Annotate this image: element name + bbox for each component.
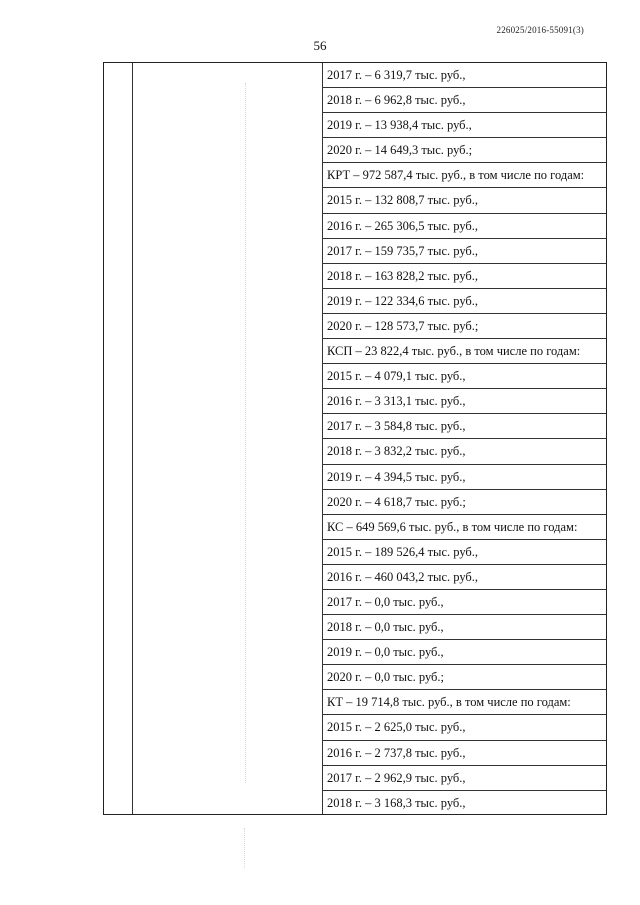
table-row: 2017 г. – 0,0 тыс. руб., (322, 590, 606, 615)
table-row: 2019 г. – 0,0 тыс. руб., (322, 640, 606, 665)
table-row: 2015 г. – 132 808,7 тыс. руб., (322, 188, 606, 213)
table-row: 2016 г. – 265 306,5 тыс. руб., (322, 214, 606, 239)
scan-artifact-line (245, 83, 246, 783)
table-row: 2020 г. – 0,0 тыс. руб.; (322, 665, 606, 690)
table-row: 2020 г. – 4 618,7 тыс. руб.; (322, 490, 606, 515)
table-row: 2015 г. – 189 526,4 тыс. руб., (322, 540, 606, 565)
funding-rows (322, 63, 606, 816)
table-row: 2016 г. – 460 043,2 тыс. руб., (322, 565, 606, 590)
table-row: 2018 г. – 163 828,2 тыс. руб., (322, 264, 606, 289)
table-row: 2016 г. – 2 737,8 тыс. руб., (322, 741, 606, 766)
table-row: 2020 г. – 14 649,3 тыс. руб.; (322, 138, 606, 163)
table-row: 2018 г. – 3 168,3 тыс. руб., (327, 795, 466, 810)
table-row: 2018 г. – 0,0 тыс. руб., (322, 615, 606, 640)
table-row: 2020 г. – 128 573,7 тыс. руб.; (322, 314, 606, 339)
table-row: 2015 г. – 2 625,0 тыс. руб., (322, 715, 606, 740)
table-row: КС – 649 569,6 тыс. руб., в том числе по годам: (322, 515, 606, 540)
table-row: 2017 г. – 6 319,7 тыс. руб., (322, 63, 606, 88)
scan-artifact-line-bottom (244, 828, 245, 868)
table-row: 2018 г. – 3 832,2 тыс. руб., (322, 439, 606, 464)
table-row: 2017 г. – 159 735,7 тыс. руб., (322, 239, 606, 264)
table-row: 2018 г. – 6 962,8 тыс. руб., (322, 88, 606, 113)
document-number: 226025/2016-55091(3) (496, 25, 584, 35)
column-divider-1 (132, 63, 133, 814)
table-row: 2019 г. – 13 938,4 тыс. руб., (322, 113, 606, 138)
table-row: КРТ – 972 587,4 тыс. руб., в том числе по годам: (322, 163, 606, 188)
table-row: 2015 г. – 4 079,1 тыс. руб., (322, 364, 606, 389)
table-row: 2019 г. – 122 334,6 тыс. руб., (322, 289, 606, 314)
funding-table (103, 62, 607, 815)
table-row: 2017 г. – 3 584,8 тыс. руб., (322, 414, 606, 439)
table-row: 2019 г. – 4 394,5 тыс. руб., (322, 465, 606, 490)
table-row: КТ – 19 714,8 тыс. руб., в том числе по годам: (322, 690, 606, 715)
table-row: 2016 г. – 3 313,1 тыс. руб., (322, 389, 606, 414)
table-row: КСП – 23 822,4 тыс. руб., в том числе по годам: (322, 339, 606, 364)
page-number: 56 (313, 38, 327, 53)
table-row: 2017 г. – 2 962,9 тыс. руб., (322, 766, 606, 791)
